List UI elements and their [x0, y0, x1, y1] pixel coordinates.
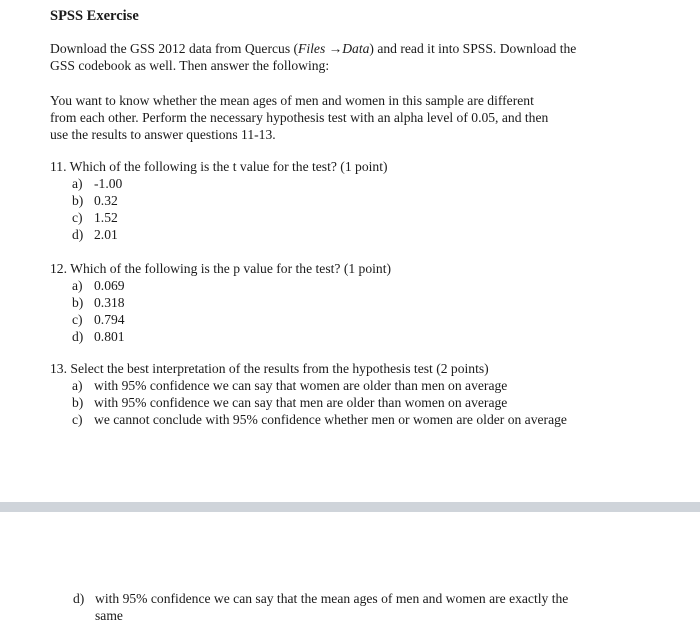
option-a[interactable]: a) with 95% confidence we can say that women are older than men on average — [72, 378, 508, 393]
files-text: Files — [298, 41, 326, 56]
arrow-icon: → — [328, 41, 343, 56]
scenario-line-1: You want to know whether the mean ages of men and women in this sample are different — [50, 93, 534, 108]
question-13 — [50, 360, 680, 428]
question-12 — [50, 260, 680, 345]
options-list — [50, 377, 680, 428]
intro-paragraph — [50, 40, 650, 74]
option-a[interactable]: a) -1.00 — [72, 176, 123, 191]
data-text: Data — [342, 41, 370, 56]
intro-line-2: GSS codebook as well. Then answer the following: — [50, 58, 330, 73]
intro-line-1: Download the GSS 2012 data from Quercus (Files →Data) and read it into SPSS. Download the — [50, 41, 577, 56]
page-title: SPSS Exercise — [50, 8, 139, 24]
option-a[interactable]: a) 0.069 — [72, 278, 125, 293]
option-b[interactable]: b) 0.318 — [72, 295, 125, 310]
option-d[interactable]: d) 0.801 — [72, 329, 125, 344]
question-stem: 12. Which of the following is the p value for the test? (1 point) — [50, 261, 392, 276]
question-stem: 11. Which of the following is the t value for the test? (1 point) — [50, 159, 388, 174]
option-b[interactable]: b) 0.32 — [72, 193, 118, 208]
option-c[interactable]: c) 0.794 — [72, 312, 125, 327]
page-break-divider — [0, 502, 700, 512]
option-d-line-1: d) with 95% confidence we can say that the mean ages of men and women are exactly the — [73, 591, 569, 606]
scenario-line-2: from each other. Perform the necessary hypothesis test with an alpha level of 0.05, and then — [50, 110, 549, 125]
option-c[interactable]: c) 1.52 — [72, 210, 118, 225]
option-d-line-2: same — [95, 608, 123, 623]
question-11 — [50, 158, 680, 243]
option-c[interactable]: c) we cannot conclude with 95% confidence whether men or women are older on average — [72, 412, 567, 427]
question-stem: 13. Select the best interpretation of the results from the hypothesis test (2 points) — [50, 361, 489, 376]
option-d[interactable]: d) 2.01 — [72, 227, 118, 242]
option-d-continued[interactable] — [73, 590, 643, 624]
options-list — [50, 175, 680, 243]
options-list — [50, 277, 680, 345]
scenario-paragraph — [50, 92, 650, 143]
scenario-line-3: use the results to answer questions 11-13. — [50, 127, 276, 142]
option-b[interactable]: b) with 95% confidence we can say that men are older than women on average — [72, 395, 508, 410]
